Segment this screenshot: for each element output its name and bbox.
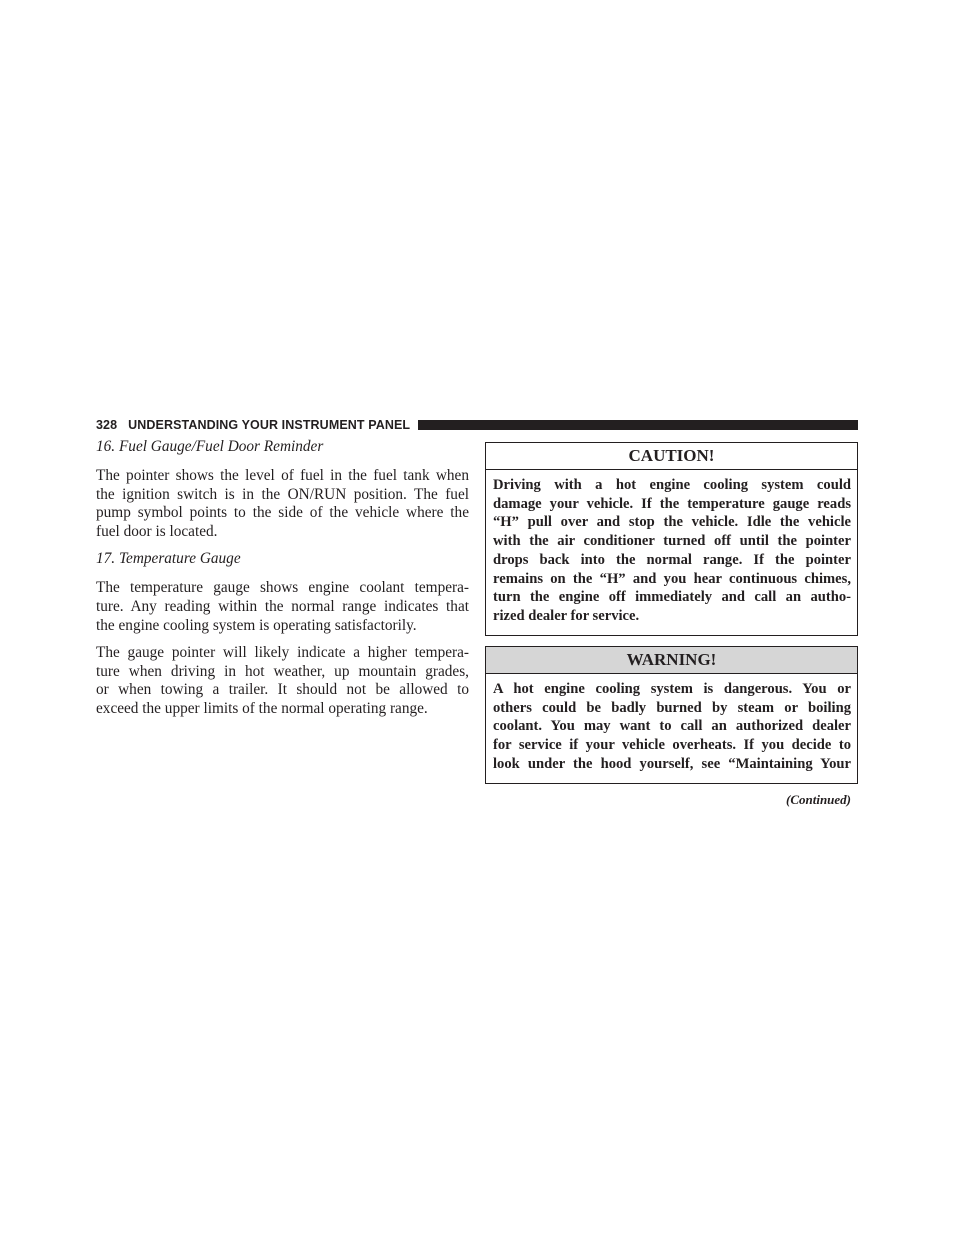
- warning-line: coolant. You may want to call an authorized dealer: [493, 718, 851, 735]
- warning-title: WARNING!: [486, 647, 857, 674]
- warning-line: for service if your vehicle overheats. If you decide to: [493, 737, 851, 754]
- warning-line: A hot engine cooling system is dangerous. You or: [493, 681, 851, 697]
- text-line: ture. Any reading within the normal range indicates that: [96, 597, 469, 615]
- text-line: ture when driving in hot weather, up mountain grades,: [96, 662, 469, 680]
- section-title: UNDERSTANDING YOUR INSTRUMENT PANEL: [128, 418, 411, 432]
- caution-line: drops back into the normal range. If the pointer: [493, 551, 851, 568]
- caution-line: turn the engine off immediately and call an autho-: [493, 589, 851, 606]
- continued-label: (Continued): [785, 792, 851, 807]
- caution-line: Driving with a hot engine cooling system could: [493, 477, 851, 493]
- warning-line: look under the hood yourself, see “Maintaining Your: [493, 755, 851, 772]
- caution-title: CAUTION!: [486, 443, 857, 470]
- left-column: [96, 437, 469, 728]
- paragraph-fuel-gauge: [96, 467, 469, 541]
- caution-line: remains on the “H” and you hear continuous chimes,: [493, 570, 851, 587]
- heading-temperature-gauge: 17. Temperature Gauge: [96, 550, 241, 568]
- text-line: the engine cooling system is operating satisfactorily.: [96, 616, 417, 634]
- text-line: pump symbol points to the side of the vehicle where the: [96, 504, 469, 522]
- warning-body: [486, 674, 857, 780]
- text-line: or when towing a trailer. It should not be allowed to: [96, 681, 469, 699]
- text-line: the ignition switch is in the ON/RUN position. The fuel: [96, 485, 469, 503]
- caution-body: [486, 470, 857, 632]
- text-line: The gauge pointer will likely indicate a higher tempera-: [96, 644, 469, 662]
- caution-line: “H” pull over and stop the vehicle. Idle the vehicle: [493, 514, 851, 531]
- heading-fuel-gauge: 16. Fuel Gauge/Fuel Door Reminder: [96, 438, 324, 455]
- caution-line: damage your vehicle. If the temperature gauge reads: [493, 495, 851, 512]
- caution-box: [485, 442, 858, 636]
- text-line: exceed the upper limits of the normal operating range.: [96, 699, 428, 717]
- header-rule-bar: [418, 420, 858, 430]
- text-line: The pointer shows the level of fuel in the fuel tank when: [96, 467, 469, 484]
- paragraph-temperature-gauge-2: [96, 644, 469, 718]
- paragraph-temperature-gauge-1: [96, 579, 469, 635]
- text-line: The temperature gauge shows engine coolant tempera-: [96, 579, 469, 597]
- caution-line: rized dealer for service.: [493, 607, 640, 624]
- text-line: fuel door is located.: [96, 522, 218, 540]
- page-header: [96, 417, 858, 433]
- warning-box: [485, 646, 858, 784]
- warning-line: others could be badly burned by steam or boiling: [493, 699, 851, 716]
- page-number: 328: [96, 418, 118, 432]
- caution-line: with the air conditioner turned off until the pointer: [493, 533, 851, 550]
